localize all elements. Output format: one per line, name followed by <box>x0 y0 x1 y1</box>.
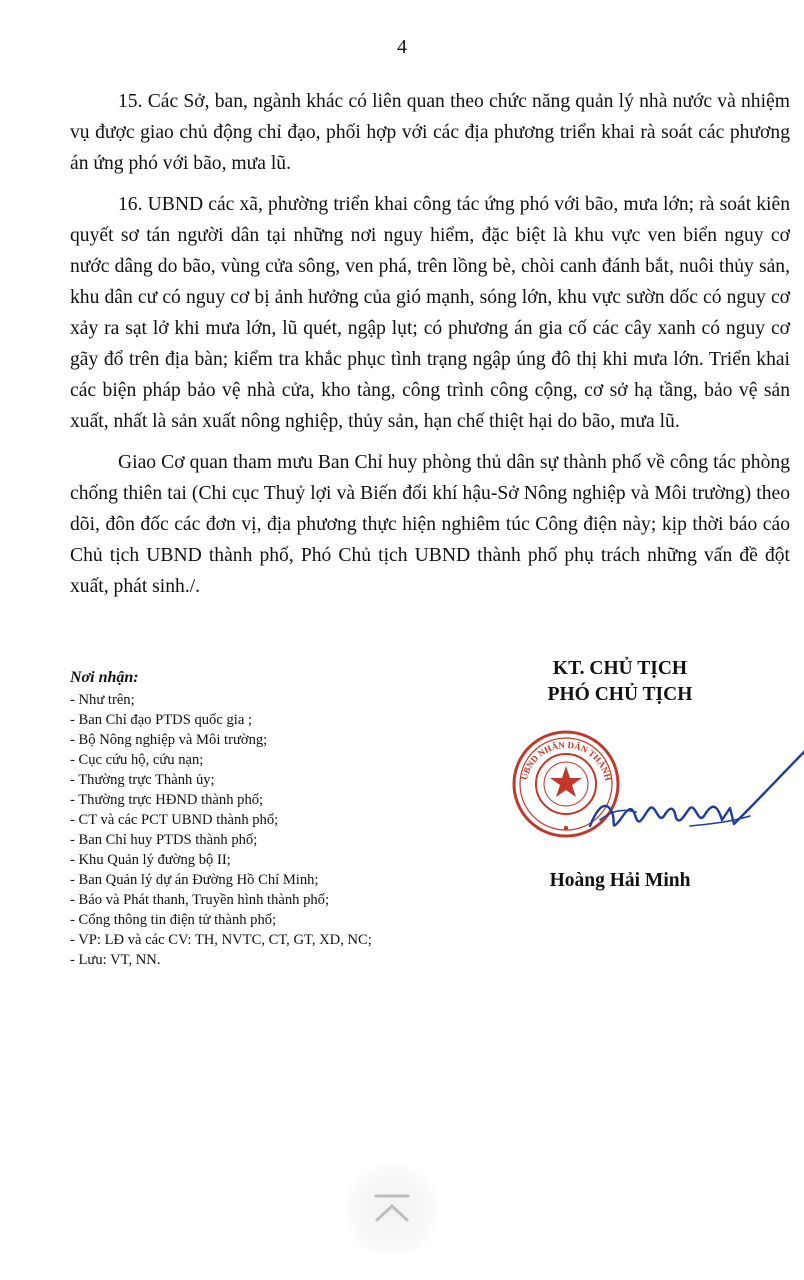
seal-text: UBND NHÂN DÂN THÀNH <box>518 739 614 782</box>
signer-name: Hoàng Hải Minh <box>549 870 691 891</box>
recipient-item: - Thường trực HĐND thành phố; <box>70 792 264 808</box>
page-number: 4 <box>397 36 407 58</box>
recipient-item: - Thường trực Thành ủy; <box>70 772 215 788</box>
recipient-item: - Bộ Nông nghiệp và Môi trường; <box>70 732 268 748</box>
recipient-item: - Lưu: VT, NN. <box>70 952 161 968</box>
recipient-item: - CT và các PCT UBND thành phố; <box>70 812 279 828</box>
signature-block <box>500 656 740 892</box>
recipient-item: - Cục cứu hộ, cứu nạn; <box>70 752 204 768</box>
recipient-item: - Ban Chỉ huy PTDS thành phố; <box>70 832 258 848</box>
recipients-list <box>70 668 490 970</box>
recipients-title: Nơi nhận: <box>70 669 139 686</box>
recipient-item: - Ban Quản lý dự án Đường Hồ Chí Minh; <box>70 872 319 888</box>
recipient-item: - Ban Chỉ đạo PTDS quốc gia ; <box>70 712 253 728</box>
chevron-up-icon <box>372 1192 412 1226</box>
recipient-item: - Báo và Phát thanh, Truyền hình thành phố; <box>70 892 330 908</box>
document-body <box>70 86 790 612</box>
signer-title-2: PHÓ CHỦ TỊCH <box>547 684 693 705</box>
seal-and-signature <box>500 708 740 868</box>
paragraph-16: 16. UBND các xã, phường triển khai công tác ứng phó với bão, mưa lớn; rà soát kiên quyết sơ tán người dân tại những nơi nguy hiểm, đặc biệt là khu vực ven biển nguy cơ nước dâng do bão, vùng cửa sông, ven phá, trên lồng bè, chòi canh đánh bắt, nuôi thủy sản, khu dân cư có nguy cơ bị ảnh hưởng của gió mạnh, sóng lớn, khu vực sườn dốc có nguy cơ xảy ra sạt lở khi mưa lớn, lũ quét, ngập lụt; có phương án gia cố các cây xanh có nguy cơ gãy đổ trên địa bàn; kiểm tra khắc phục tình trạng ngập úng đô thị khi mưa lớn. Triển khai các biện pháp bảo vệ nhà cửa, kho tàng, công trình công cộng, cơ sở hạ tầng, bảo vệ sản xuất, nhất là sản xuất nông nghiệp, thủy sản, hạn chế thiệt hại do bão, mưa lũ. <box>70 194 790 432</box>
signer-title-1: KT. CHỦ TỊCH <box>552 658 688 679</box>
paragraph-assignment: Giao Cơ quan tham mưu Ban Chỉ huy phòng thủ dân sự thành phố về công tác phòng chống thiên tai (Chi cục Thuỷ lợi và Biến đổi khí hậu-Sở Nông nghiệp và Môi trường) theo dõi, đôn đốc các đơn vị, địa phương thực hiện nghiêm túc Công điện này; kịp thời báo cáo Chủ tịch UBND thành phố, Phó Chủ tịch UBND thành phố phụ trách những vấn đề đột xuất, phát sinh./. <box>70 452 790 597</box>
recipient-item: - Khu Quản lý đường bộ II; <box>70 852 231 868</box>
scroll-to-top-button[interactable] <box>342 1160 442 1260</box>
recipient-item: - Như trên; <box>70 692 135 708</box>
recipient-item: - Cổng thông tin điện tử thành phố; <box>70 912 277 928</box>
paragraph-15: 15. Các Sở, ban, ngành khác có liên quan theo chức năng quản lý nhà nước và nhiệm vụ được giao chủ động chỉ đạo, phối hợp với các địa phương triển khai rà soát các phương án ứng phó với bão, mưa lũ. <box>70 91 790 174</box>
handwritten-signature-icon <box>540 708 804 848</box>
recipient-item: - VP: LĐ và các CV: TH, NVTC, CT, GT, XD, NC; <box>70 932 372 948</box>
